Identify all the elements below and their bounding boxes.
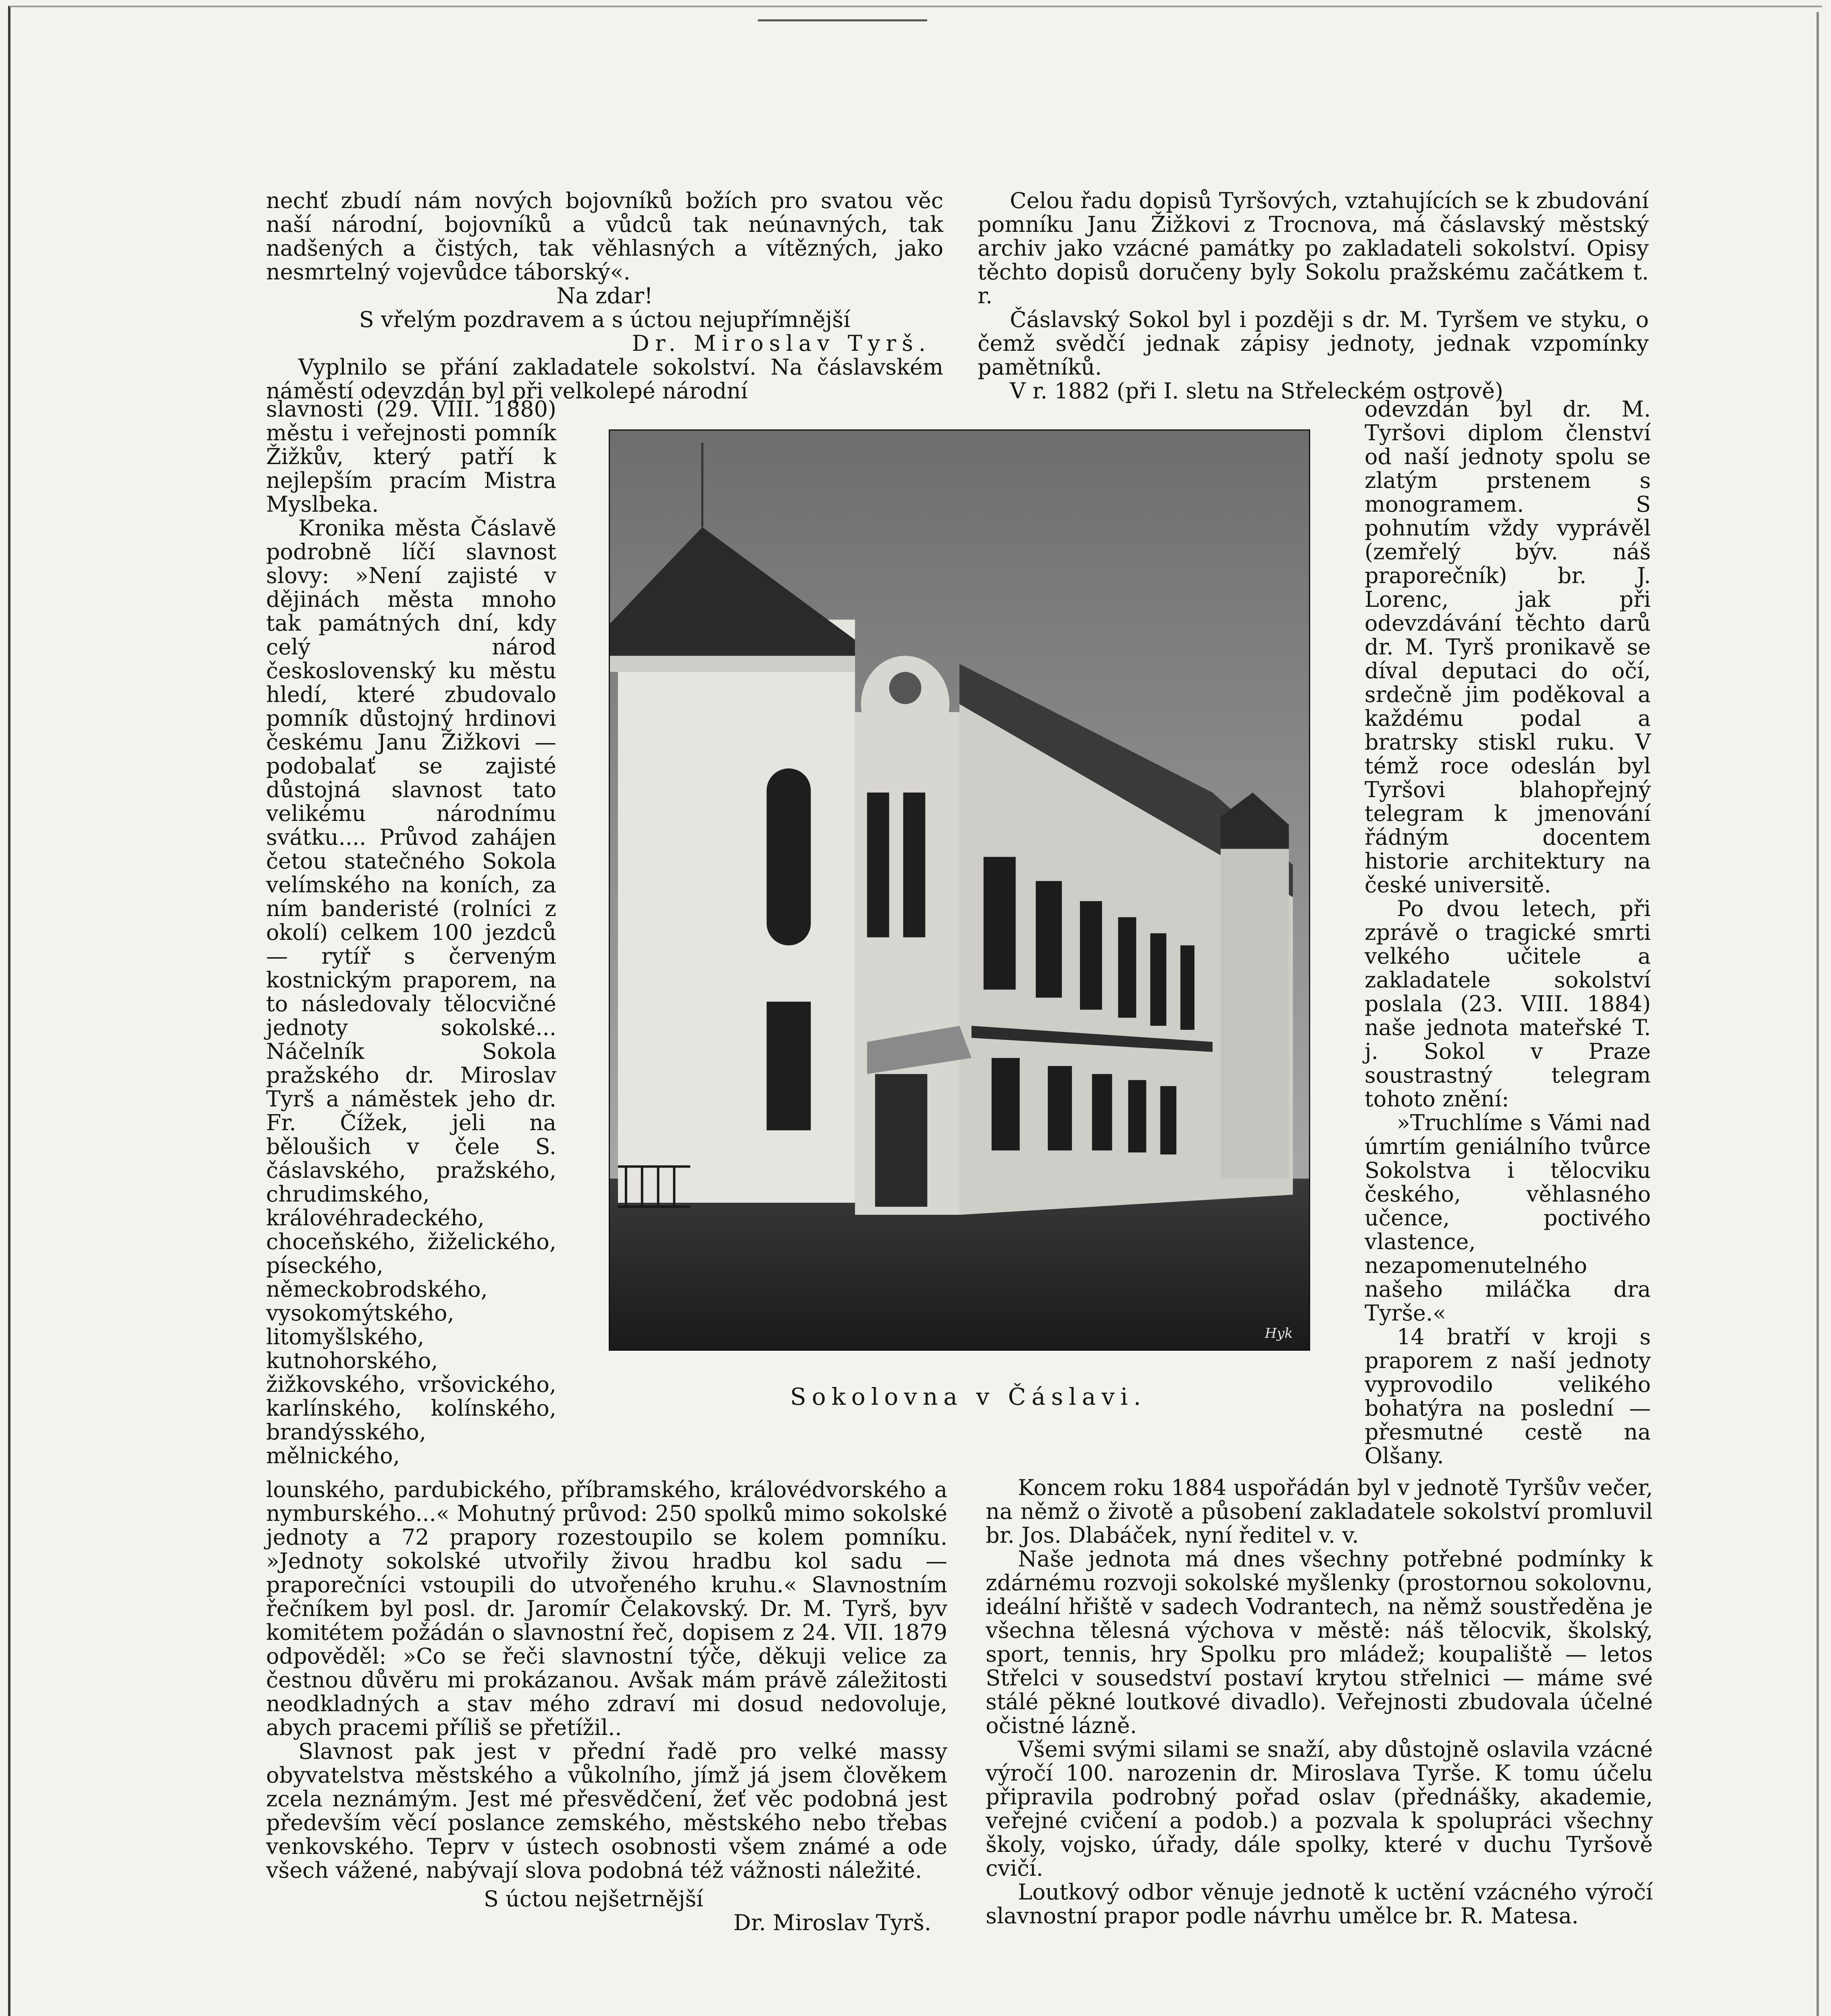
- right-column-top: [978, 189, 1649, 403]
- left-paragraph-slavnost: Slavnost pak jest v přední řadě pro velké massy obyvatelstva městského a vůkolního, jímž já jsem člověkem zcela neznámým. Jest mé přesvědčení, žeť věc podobná jest především věcí poslance zemského, městského nebo třebas venkovského. Teprv v ústech osobnosti všem známé a ode všech vážené, nabývají slova podobná též vážnosti náležité.: [266, 1739, 947, 1883]
- left-paragraph-2: Vyplnilo se přání zakladatele sokolství. Na čáslavském náměstí odevzdán byl při velkolepé národní: [266, 354, 943, 404]
- right-paragraph-puppet-banner: Loutkový odbor věnuje jednotě k uctění vzácného výročí slavnostní prapor podle návrhu umělce br. R. Matesa.: [986, 1879, 1653, 1929]
- left-paragraph-1: nechť zbudí nám nových bojovníků božích pro svatou věc naší národní, bojovníků a vůdců tak neúnavných, tak nadšených a čistých, tak věhlasných a vítězných, jako nesmrtelný vojevůdce táborský«.: [266, 188, 943, 285]
- right-paragraph-2: Čáslavský Sokol byl i později s dr. M. Tyršem ve styku, o čemž svědčí jednak zápisy jednoty, jednak vzpomínky pamětníků.: [978, 307, 1649, 380]
- right-paragraph-funeral: 14 bratří v kroji s praporem z naší jednoty vyprovodilo velikého bohatýra na poslední — přesmutné cestě na Olšany.: [1365, 1324, 1651, 1468]
- right-telegram-text: »Truchlíme s Vámi nad úmrtím geniálního tvůrce Sokolstva i tělocviku českého, věhlasného učence, poctivého vlastence, nezapomenutelného našeho miláčka dra Tyrše.«: [1365, 1110, 1651, 1326]
- left-greeting-na-zdar: Na zdar!: [556, 283, 653, 308]
- left-closing-respect: S úctou nejšetrnější: [484, 1886, 703, 1912]
- left-column-top: [266, 189, 943, 403]
- right-paragraph-anniversary: Všemi svými silami se snaží, aby důstojně oslavila vzácné výročí 100. narozenin dr. Miroslava Tyrše. K tomu účelu připravila podrobný pořad oslav (přednášky, akademie, veřejné cvičení a podob.) a pozvala k spolupráci všechny školy, vojsko, úřady, dále spolky, které v duchu Tyršově cvičí.: [986, 1737, 1653, 1881]
- left-paragraph-chronicle-cont: lounského, pardubického, příbramského, královédvorského a nymburského...« Mohutný průvod: 250 spolků mimo sokolské jednoty a 72 prapory rozestoupilo se kolem pomníku. »Jednoty sokolské utvořily živou hradbu kol sadu — praporečníci vstoupili do utvořeného kruhu.« Slavnostním řečníkem byl posl. dr. Jaromír Čelakovský. Dr. M. Tyrš, byv komitétem požádán o slavnostní řeč, dopisem z 24. VII. 1879 odpověděl: »Co se řeči slavnostní týče, děkuji velice za čestnou důvěru mi prokázanou. Avšak mám právě záležitosti neodkladných a stav mého zdraví mi dosud nedovoluje, abych pracemi příliš se přetížil..: [266, 1477, 947, 1740]
- right-paragraph-3-cont: odevzdán byl dr. M. Tyršovi diplom členství od naší jednoty spolu se zlatým prstenem s monogramem. S pohnutím vždy vyprávěl (zemřelý býv. náš praporečník) br. J. Lorenc, jak při odevzdávání těchto darů dr. M. Tyrš pronikavě se díval deputaci do očí, srdečně jim poděkoval a každému podal a bratrsky stiskl ruku. V témž roce odeslán byl Tyršovi blahopřejný telegram k jmenování řádným docentem historie architektury na české universitě.: [1365, 396, 1651, 898]
- right-column-narrow: [1365, 397, 1651, 1468]
- sokolovna-building-illustration: [610, 431, 1309, 1350]
- right-paragraph-tyrs-evening: Koncem roku 1884 uspořádán byl v jednotě Tyršův večer, na němž o životě a působení zakladatele sokolství promluvil br. Jos. Dlabáček, nyní ředitel v. v.: [986, 1475, 1653, 1548]
- sokolovna-photo: [609, 429, 1310, 1351]
- left-closing-salutation: S vřelým pozdravem a s úctou nejupřímnější: [359, 307, 851, 332]
- left-column-bottom: [266, 1478, 947, 1935]
- page-edge-right: [1816, 12, 1819, 2016]
- right-paragraph-conditions: Naše jednota má dnes všechny potřebné podmínky k zdárnému rozvoji sokolské myšlenky (prostornou sokolovnu, ideální hřiště v sadech Vodrantech, na němž soustředěna je všechna tělesná výchova v městě: náš tělocvik, školský, sport, tennis, hry Spolku pro mládež; koupaliště — letos Střelci v sousedství postaví krytou střelnici — máme své stálé pěkné loutkové divadlo). Veřejnosti zbudovala účelné očistné lázně.: [986, 1546, 1653, 1738]
- left-paragraph-chronicle: Kronika města Čáslavě podrobně líčí slavnost slovy: »Není zajisté v dějinách města mnoho tak památných dní, kdy celý národ československý ku městu hledí, které zbudovalo pomník důstojný hrdinovi českému Janu Žižkovi — podobalať se zajisté důstojná slavnost tato velikému národnímu svátku.... Průvod zahájen četou statečného Sokola velímského na koních, za ním banderisté (rolníci z okolí) celkem 100 jezdců — rytíř s červeným kostnickým praporem, na to následovaly tělocvičné jednoty sokolské... Náčelník Sokola pražského dr. Miroslav Tyrš a náměstek jeho dr. Fr. Čížek, jeli na běloušich v čele S. čáslavského, pražského, chrudimského, královéhradeckého, choceňského, žiželického, píseckého, německobrodského, vysokomýtského, litomyšlského, kutnohorského, žižkovského, vršovického, karlínského, kolínského, brandýsského, mělnického,: [266, 515, 556, 1468]
- right-paragraph-1: Celou řadu dopisů Tyršových, vztahujících se k zbudování pomníku Janu Žižkovi z Trocnova, má čáslavský městský archiv jako vzácné památky po zakladateli sokolství. Opisy těchto dopisů doručeny byly Sokolu pražskému začátkem t. r.: [978, 188, 1649, 308]
- left-column-narrow: [266, 397, 556, 1468]
- left-signature-tyrs: Dr. Miroslav Tyrš.: [632, 331, 931, 356]
- top-printing-mark: [758, 19, 927, 29]
- right-paragraph-death: Po dvou letech, při zprávě o tragické smrti velkého učitele a zakladatele sokolství poslala (23. VIII. 1884) naše jednota mateřské T. j. Sokol v Praze soustrastný telegram tohoto znění:: [1365, 896, 1651, 1112]
- left-paragraph-2-cont: slavnosti (29. VIII. 1880) městu i veřejnosti pomník Žižkův, který patří k nejlepším pracím Mistra Myslbeka.: [266, 396, 556, 517]
- right-column-bottom: [986, 1476, 1653, 1928]
- photo-caption: Sokolovna v Čáslavi.: [790, 1383, 1147, 1410]
- photo-signature: Hyk: [1265, 1325, 1293, 1341]
- left-signature-tyrs-2: Dr. Miroslav Tyrš.: [733, 1910, 931, 1935]
- right-paragraph-3: V r. 1882 (při I. sletu na Střeleckém ostrově): [1010, 378, 1503, 404]
